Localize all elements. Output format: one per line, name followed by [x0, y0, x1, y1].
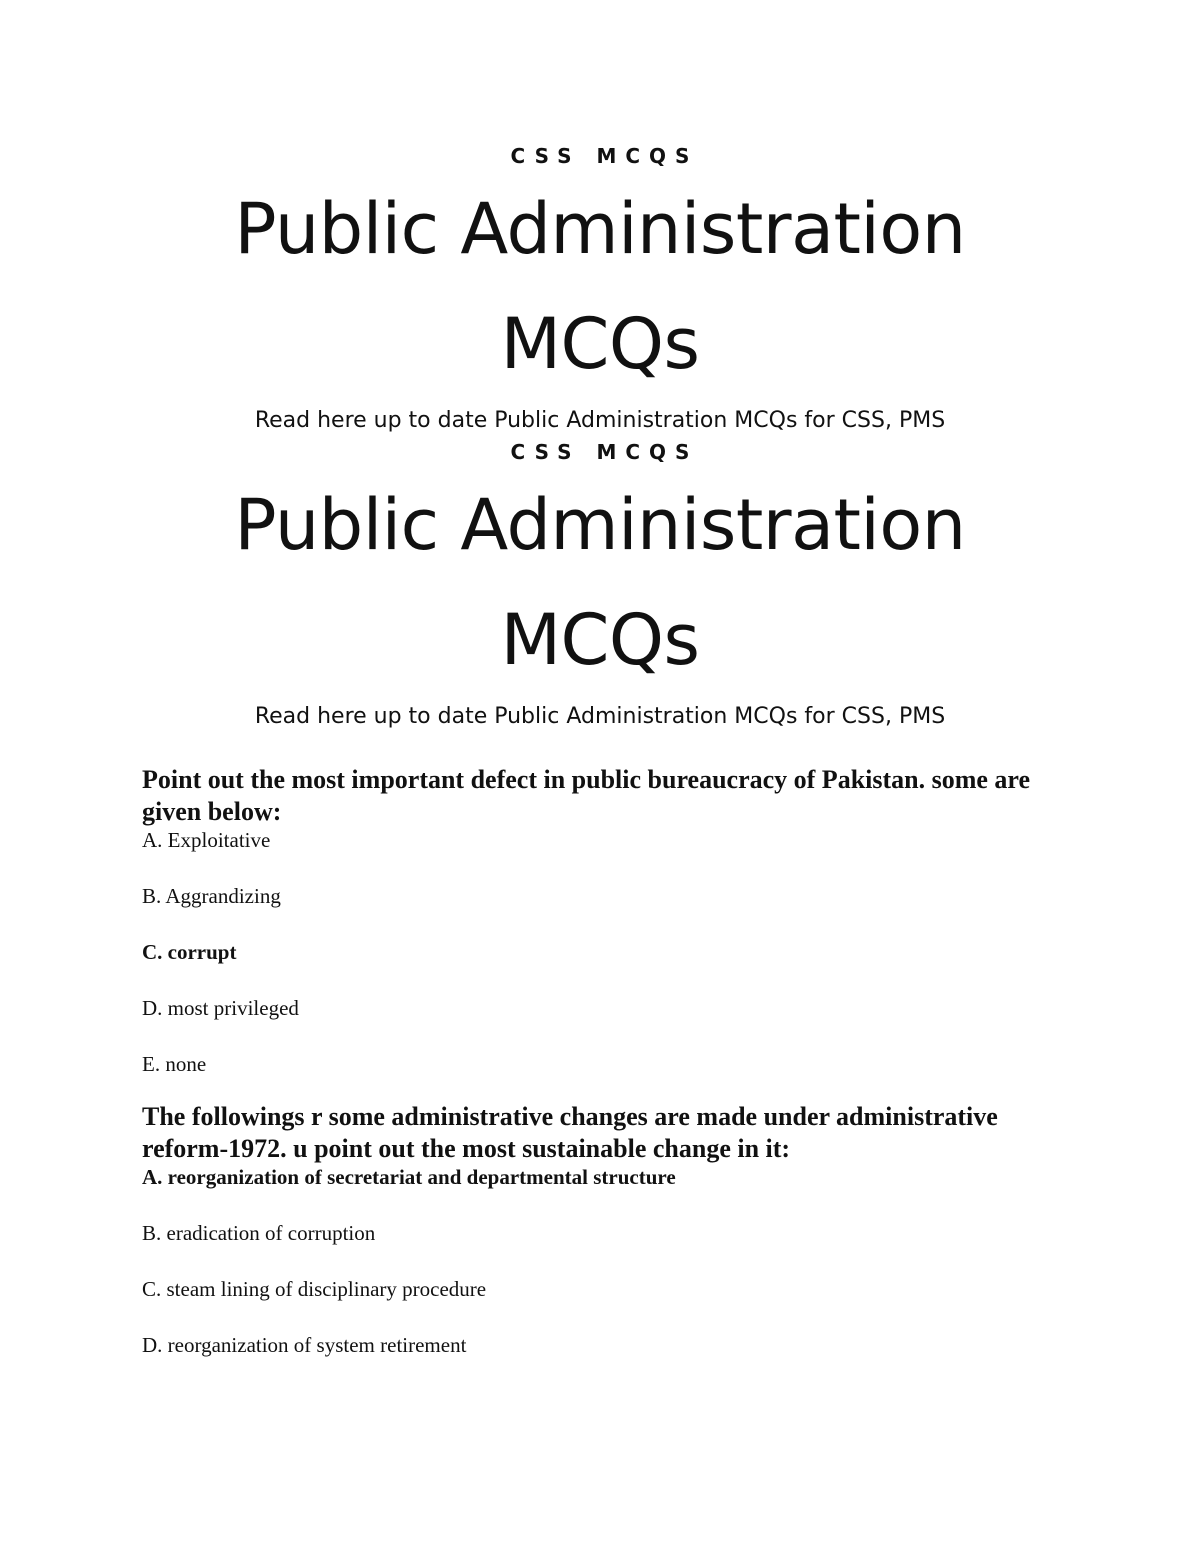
option-e: E. none — [142, 1052, 207, 1076]
page-subtitle: Read here up to date Public Administration MCQs for CSS, PMS — [254, 408, 946, 433]
option-a: A. reorganization of secretariat and departmental structure — [142, 1165, 676, 1189]
page-title-line-1: Public Administration — [234, 188, 966, 270]
site-kicker: CSS MCQS — [510, 440, 699, 464]
option-d: D. most privileged — [142, 996, 299, 1020]
site-kicker: CSS MCQS — [510, 144, 699, 168]
page-subtitle: Read here up to date Public Administration MCQs for CSS, PMS — [254, 704, 946, 729]
question-text: The followings r some administrative changes are made under administrative reform-1972. u point out the most sustainable change in it: — [142, 1102, 998, 1163]
page-title-line-2: MCQs — [500, 303, 700, 385]
option-b: B. Aggrandizing — [142, 884, 281, 908]
page-title-line-2: MCQs — [500, 599, 700, 681]
page-title-line-1: Public Administration — [234, 484, 966, 566]
header-block-2 — [0, 436, 1200, 732]
option-a: A. Exploitative — [142, 828, 271, 852]
option-c: C. steam lining of disciplinary procedure — [142, 1277, 487, 1301]
option-b: B. eradication of corruption — [142, 1221, 376, 1245]
header-block-1 — [0, 140, 1200, 436]
mcq-question-1 — [142, 764, 1072, 1076]
question-text: Point out the most important defect in public bureaucracy of Pakistan. some are given below: — [142, 765, 1031, 826]
option-d: D. reorganization of system retirement — [142, 1333, 467, 1357]
mcq-question-2 — [142, 1101, 1072, 1357]
option-c: C. corrupt — [142, 940, 237, 964]
